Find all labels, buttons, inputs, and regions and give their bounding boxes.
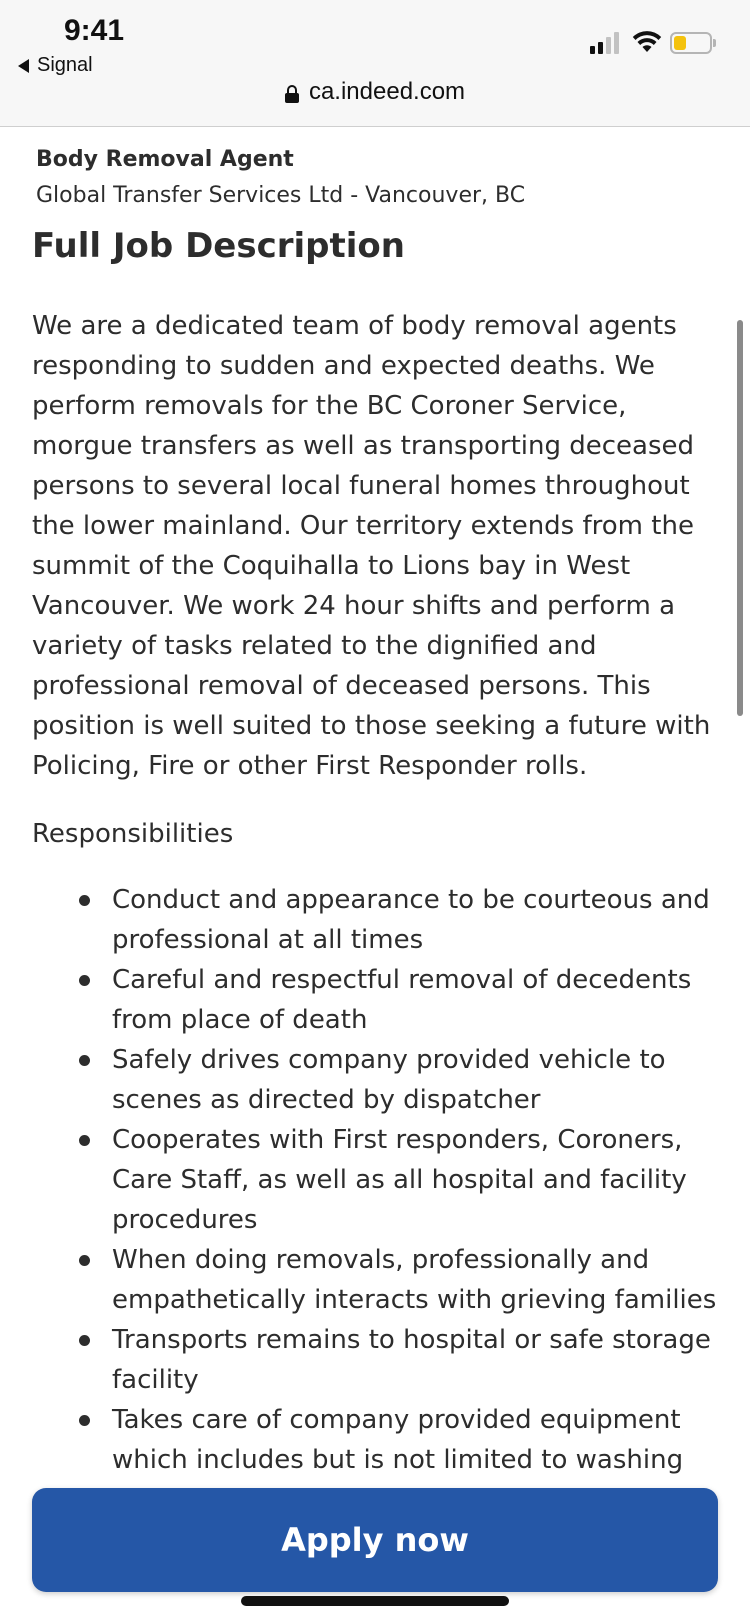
responsibilities-list [32,880,722,1480]
job-header [36,144,716,214]
list-item: Safely drives company provided vehicle to scenes as directed by dispatcher [112,1040,722,1120]
back-to-app-button[interactable] [18,54,93,77]
wifi-icon [632,30,662,54]
list-item: Cooperates with First responders, Coroners, Care Staff, as well as all hospital and facility procedures [112,1120,722,1240]
browser-chrome [0,0,750,127]
url-bar[interactable] [0,78,750,106]
home-indicator[interactable] [241,1596,509,1606]
full-job-description-heading: Full Job Description [32,226,405,266]
back-app-label: Signal [37,54,93,76]
list-item: When doing removals, professionally and empathetically interacts with grieving families [112,1240,722,1320]
job-description-text: We are a dedicated team of body removal agents responding to sudden and expected deaths. We perform removals for the BC Coroner Service, morgue transfers as well as transporting deceased persons to several local funeral homes throughout the lower mainland. Our territory extends from the summit of the Coquihalla to Lions bay in West Vancouver. We work 24 hour shifts and perform a variety of tasks related to the dignified and professional removal of deceased persons. This position is well suited to those seeking a future with Policing, Fire or other First Responder rolls. [32,311,711,781]
list-item: Conduct and appearance to be courteous and professional at all times [112,880,722,960]
responsibilities-heading: Responsibilities [32,819,234,849]
job-title: Body Removal Agent [36,147,294,172]
list-item: Takes care of company provided equipment which includes but is not limited to washing [112,1400,722,1480]
page-scrollbar[interactable] [737,320,743,716]
status-time: 9:41 [64,14,125,47]
job-company-location: Global Transfer Services Ltd - Vancouver, BC [36,183,526,208]
lock-icon [285,85,299,103]
cellular-signal-icon [590,32,619,54]
battery-cap [713,39,716,47]
url-text: ca.indeed.com [308,78,466,105]
list-item: Transports remains to hospital or safe storage facility [112,1320,722,1400]
list-item: Careful and respectful removal of decedents from place of death [112,960,722,1040]
battery-icon [670,32,712,54]
apply-now-button[interactable]: Apply now [32,1488,718,1592]
back-triangle-icon [18,59,29,73]
